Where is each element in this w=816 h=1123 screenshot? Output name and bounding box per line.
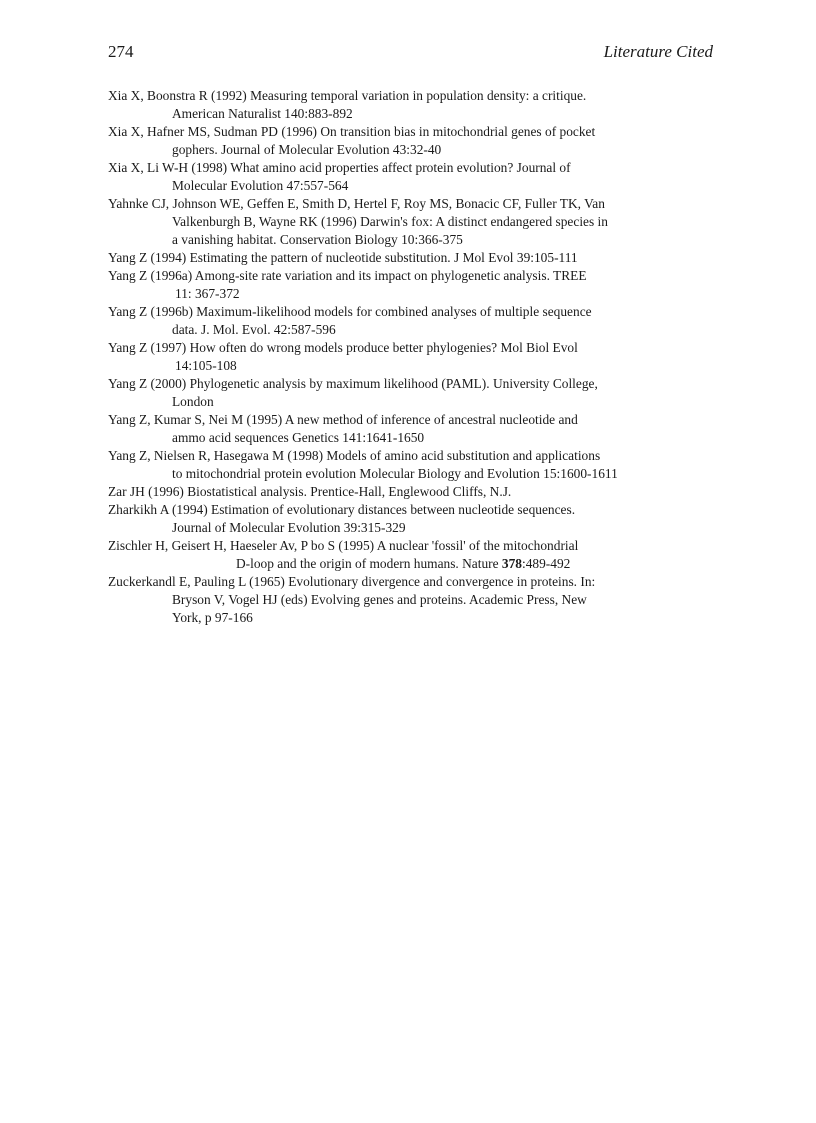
reference-continuation: 14:105-108 [175,358,237,373]
reference-line: Yang Z (1997) How often do wrong models produce better phylogenies? Mol Biol Evol [108,340,578,355]
reference-continuation: Bryson V, Vogel HJ (eds) Evolving genes and proteins. Academic Press, New [172,592,587,607]
reference-line: Yang Z, Kumar S, Nei M (1995) A new method of inference of ancestral nucleotide and [108,412,578,427]
reference-line: Yang Z (1994) Estimating the pattern of nucleotide substitution. J Mol Evol 39:105-111 [108,250,578,265]
reference-continuation: data. J. Mol. Evol. 42:587-596 [172,322,336,337]
reference-entry [108,267,728,303]
reference-entry [108,249,728,267]
reference-line: Yang Z (1996b) Maximum-likelihood models for combined analyses of multiple sequence [108,304,592,319]
running-title: Literature Cited [603,42,713,61]
page-number: 274 [108,42,134,61]
reference-continuation: American Naturalist 140:883-892 [172,106,353,121]
reference-continuation: Journal of Molecular Evolution 39:315-329 [172,520,406,535]
reference-line: Xia X, Boonstra R (1992) Measuring temporal variation in population density: a critique. [108,88,587,103]
reference-continuation [172,555,728,573]
reference-text: D-loop and the origin of modern humans. Nature [236,556,502,571]
reference-pages: :489-492 [521,556,571,571]
volume-number: 378 [501,556,522,571]
reference-line: Xia X, Hafner MS, Sudman PD (1996) On transition bias in mitochondrial genes of pocket [108,124,596,139]
reference-line: Yahnke CJ, Johnson WE, Geffen E, Smith D, Hertel F, Roy MS, Bonacic CF, Fuller TK, Van [108,196,605,211]
reference-line: Xia X, Li W-H (1998) What amino acid properties affect protein evolution? Journal of [108,160,571,175]
reference-entry [108,123,728,159]
reference-line: Yang Z (1996a) Among-site rate variation and its impact on phylogenetic analysis. TREE [108,268,587,283]
reference-continuation: Molecular Evolution 47:557-564 [172,178,349,193]
reference-continuation: Valkenburgh B, Wayne RK (1996) Darwin's fox: A distinct endangered species in [172,214,608,229]
reference-continuation: London [172,394,214,409]
reference-continuation: to mitochondrial protein evolution Molecular Biology and Evolution 15:1600-1611 [172,466,618,481]
reference-line: Zischler H, Geisert H, Haeseler Av, P bo S (1995) A nuclear 'fossil' of the mitochondrial [108,538,579,553]
reference-continuation: York, p 97-166 [172,610,253,625]
reference-entry [108,501,728,537]
reference-line: Zharkikh A (1994) Estimation of evolutionary distances between nucleotide sequences. [108,502,576,517]
reference-line: Zuckerkandl E, Pauling L (1965) Evolutionary divergence and convergence in proteins. In: [108,574,596,589]
reference-entry [108,339,728,375]
reference-entry [108,303,728,339]
reference-entry [108,411,728,447]
page-header [108,42,713,66]
reference-line: Yang Z, Nielsen R, Hasegawa M (1998) Models of amino acid substitution and applications [108,448,601,463]
reference-continuation: ammo acid sequences Genetics 141:1641-1650 [172,430,425,445]
reference-entry [108,195,728,249]
reference-entry [108,375,728,411]
reference-line: Zar JH (1996) Biostatistical analysis. Prentice-Hall, Englewood Cliffs, N.J. [108,484,512,499]
reference-entry [108,483,728,501]
reference-entry [108,87,728,123]
reference-continuation: a vanishing habitat. Conservation Biology 10:366-375 [172,232,463,247]
reference-line: Yang Z (2000) Phylogenetic analysis by maximum likelihood (PAML). University College, [108,376,598,391]
reference-list [108,87,728,627]
reference-continuation: gophers. Journal of Molecular Evolution 43:32-40 [172,142,442,157]
reference-entry [108,537,728,573]
reference-entry [108,573,728,627]
reference-entry [108,159,728,195]
reference-entry [108,447,728,483]
reference-continuation: 11: 367-372 [175,286,240,301]
